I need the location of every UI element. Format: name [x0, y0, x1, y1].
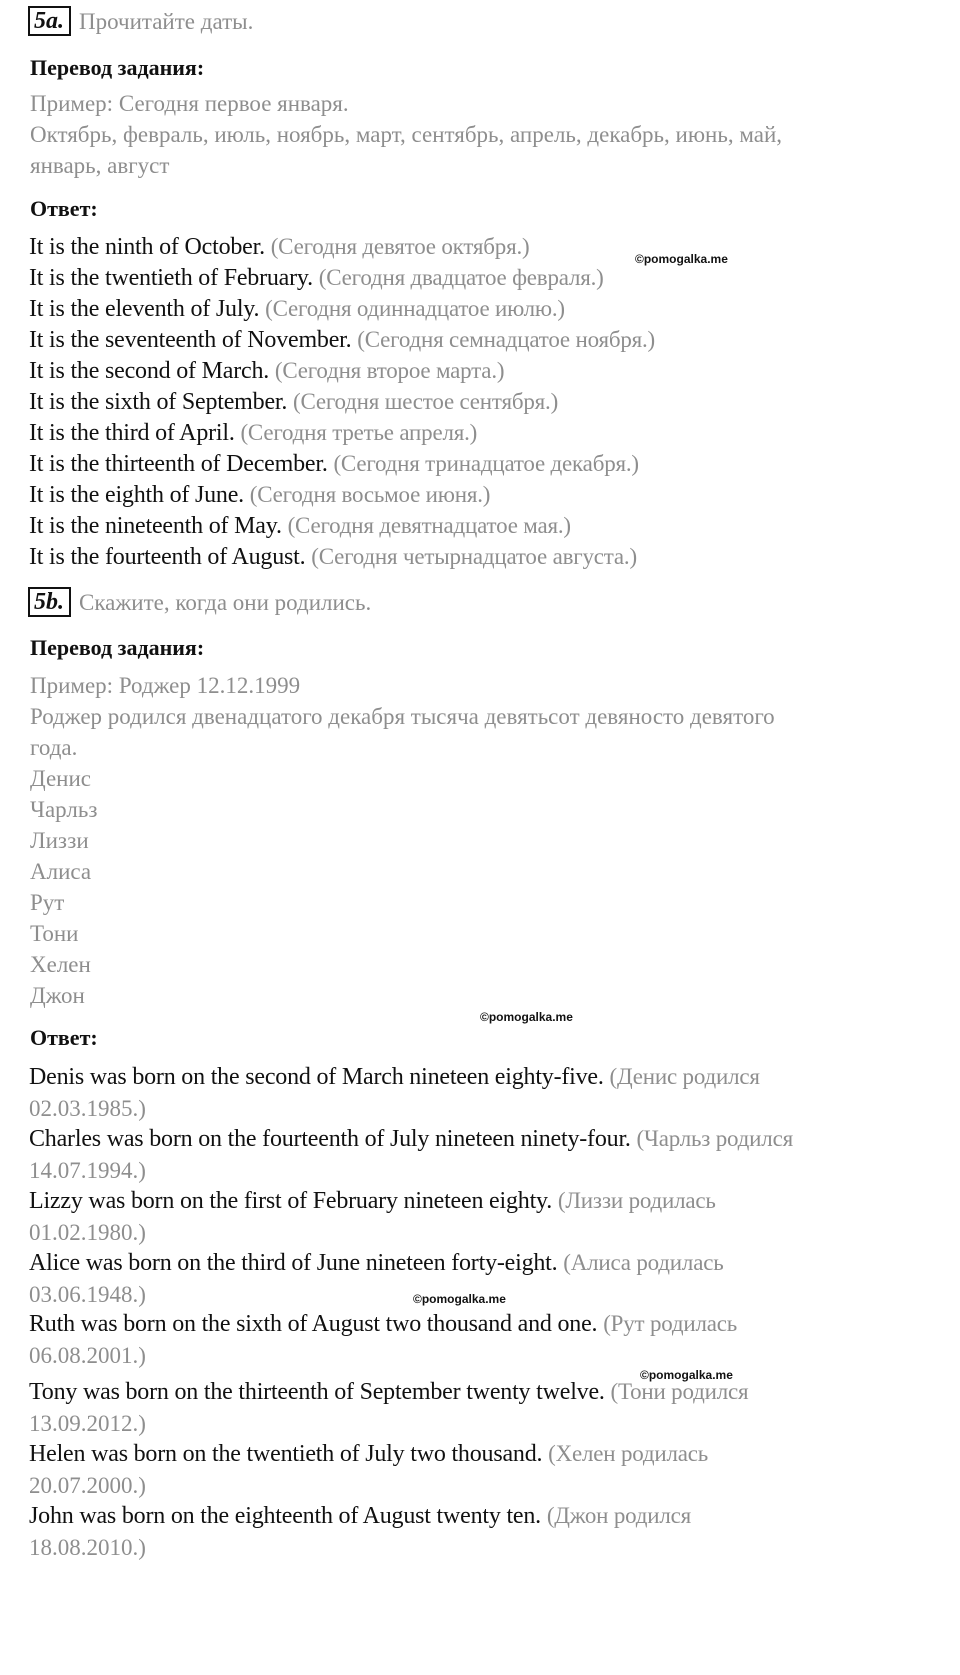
- answer-line: [29, 358, 504, 385]
- translation-line: Рут: [30, 890, 65, 915]
- watermark: ©pomogalka.me: [635, 252, 728, 266]
- answer-date: 03.06.1948.): [29, 1282, 146, 1307]
- answer-russian: (Тони родился: [610, 1379, 749, 1404]
- answer-english: It is the sixth of September.: [29, 389, 288, 415]
- translation-heading: Перевод задания:: [30, 55, 205, 80]
- answer-line: [29, 513, 571, 540]
- answer-line: [29, 1379, 748, 1406]
- answer-line: [29, 420, 477, 447]
- answer-russian: (Сегодня семнадцатое ноября.): [357, 327, 656, 352]
- task-number-badge: 5a.: [28, 6, 71, 36]
- answer-line: [29, 296, 565, 323]
- answer-russian: (Сегодня одиннадцатое июлю.): [265, 296, 565, 321]
- answer-english: It is the eleventh of July.: [29, 296, 260, 322]
- answer-line: [29, 1188, 716, 1215]
- task-number-badge: 5b.: [28, 587, 71, 617]
- translation-line: Хелен: [30, 952, 91, 977]
- answer-english: It is the seventeenth of November.: [29, 327, 352, 353]
- answer-date: 20.07.2000.): [29, 1473, 146, 1498]
- answer-line: [29, 1126, 793, 1153]
- answer-english: It is the twentieth of February.: [29, 265, 313, 291]
- translation-heading: Перевод задания:: [30, 635, 205, 660]
- answer-line: [29, 482, 490, 509]
- translation-line: Октябрь, февраль, июль, ноябрь, март, сентябрь, апрель, декабрь, июнь, май,: [30, 122, 783, 147]
- translation-line: Пример: Сегодня первое января.: [30, 91, 349, 116]
- answer-english: Tony was born on the thirteenth of September twenty twelve.: [29, 1379, 605, 1405]
- translation-line: Роджер родился двенадцатого декабря тысяча девятьсот девяносто девятого: [30, 704, 775, 729]
- answer-english: Lizzy was born on the first of February nineteen eighty.: [29, 1188, 553, 1214]
- answer-russian: (Сегодня двадцатое февраля.): [318, 265, 604, 290]
- answer-russian: (Джон родился: [546, 1503, 692, 1528]
- answer-line: [29, 544, 637, 571]
- watermark: ©pomogalka.me: [640, 1368, 733, 1382]
- answer-russian: (Сегодня девятнадцатое мая.): [287, 513, 571, 538]
- answer-date: 18.08.2010.): [29, 1535, 146, 1560]
- answer-line: [29, 1250, 724, 1277]
- answer-english: It is the second of March.: [29, 358, 270, 384]
- answer-line: [29, 1311, 737, 1338]
- answer-english: It is the thirteenth of December.: [29, 451, 328, 477]
- answer-russian: (Сегодня второе марта.): [274, 358, 505, 383]
- translation-line: Алиса: [30, 859, 92, 884]
- answer-russian: (Сегодня тринадцатое декабря.): [333, 451, 639, 476]
- answer-line: [29, 1503, 691, 1530]
- translation-line: январь, август: [30, 153, 170, 178]
- translation-line: Лиззи: [30, 828, 89, 853]
- answer-russian: (Сегодня восьмое июня.): [249, 482, 491, 507]
- translation-line: Тони: [30, 921, 79, 946]
- answer-russian: (Сегодня шестое сентября.): [292, 389, 559, 414]
- answer-english: Helen was born on the twentieth of July two thousand.: [29, 1441, 543, 1467]
- translation-line: Джон: [30, 983, 85, 1008]
- answer-line: [29, 451, 639, 478]
- task-instruction: Скажите, когда они родились.: [79, 590, 372, 615]
- answer-line: [29, 234, 529, 261]
- answer-line: [29, 327, 655, 354]
- answer-date: 06.08.2001.): [29, 1343, 146, 1368]
- answer-russian: (Чарльз родился: [636, 1126, 793, 1151]
- answer-english: Alice was born on the third of June nineteen forty-eight.: [29, 1250, 558, 1276]
- answer-english: It is the nineteenth of May.: [29, 513, 282, 539]
- task-5b-title: [28, 587, 371, 617]
- translation-line: Чарльз: [30, 797, 98, 822]
- answer-russian: (Денис родился: [609, 1064, 760, 1089]
- answer-russian: (Хелен родилась: [548, 1441, 709, 1466]
- task-5a-title: [28, 6, 253, 36]
- watermark: ©pomogalka.me: [413, 1292, 506, 1306]
- answer-russian: (Сегодня девятое октября.): [270, 234, 530, 259]
- answer-russian: (Алиса родилась: [563, 1250, 724, 1275]
- answer-english: Ruth was born on the sixth of August two thousand and one.: [29, 1311, 598, 1337]
- answer-english: It is the fourteenth of August.: [29, 544, 306, 570]
- answer-russian: (Сегодня четырнадцатое августа.): [311, 544, 637, 569]
- answer-russian: (Лиззи родилась: [557, 1188, 716, 1213]
- translation-line: Денис: [30, 766, 92, 791]
- answer-date: 13.09.2012.): [29, 1411, 146, 1436]
- answer-russian: (Сегодня третье апреля.): [240, 420, 478, 445]
- answer-line: [29, 1441, 708, 1468]
- answer-line: [29, 265, 604, 292]
- task-instruction: Прочитайте даты.: [79, 9, 254, 34]
- answer-date: 01.02.1980.): [29, 1220, 146, 1245]
- answer-date: 14.07.1994.): [29, 1158, 146, 1183]
- answer-english: Charles was born on the fourteenth of July nineteen ninety-four.: [29, 1126, 631, 1152]
- answer-date: 02.03.1985.): [29, 1096, 146, 1121]
- answer-line: [29, 389, 558, 416]
- answer-line: [29, 1064, 760, 1091]
- answer-heading: Ответ:: [30, 1025, 98, 1050]
- answer-english: John was born on the eighteenth of August twenty ten.: [29, 1503, 541, 1529]
- translation-line: Пример: Роджер 12.12.1999: [30, 673, 301, 698]
- answer-russian: (Рут родилась: [603, 1311, 738, 1336]
- watermark: ©pomogalka.me: [480, 1010, 573, 1024]
- translation-line: года.: [30, 735, 78, 760]
- answer-english: It is the ninth of October.: [29, 234, 265, 260]
- answer-english: It is the third of April.: [29, 420, 235, 446]
- answer-english: It is the eighth of June.: [29, 482, 244, 508]
- answer-heading: Ответ:: [30, 196, 98, 221]
- answer-english: Denis was born on the second of March nineteen eighty-five.: [29, 1064, 604, 1090]
